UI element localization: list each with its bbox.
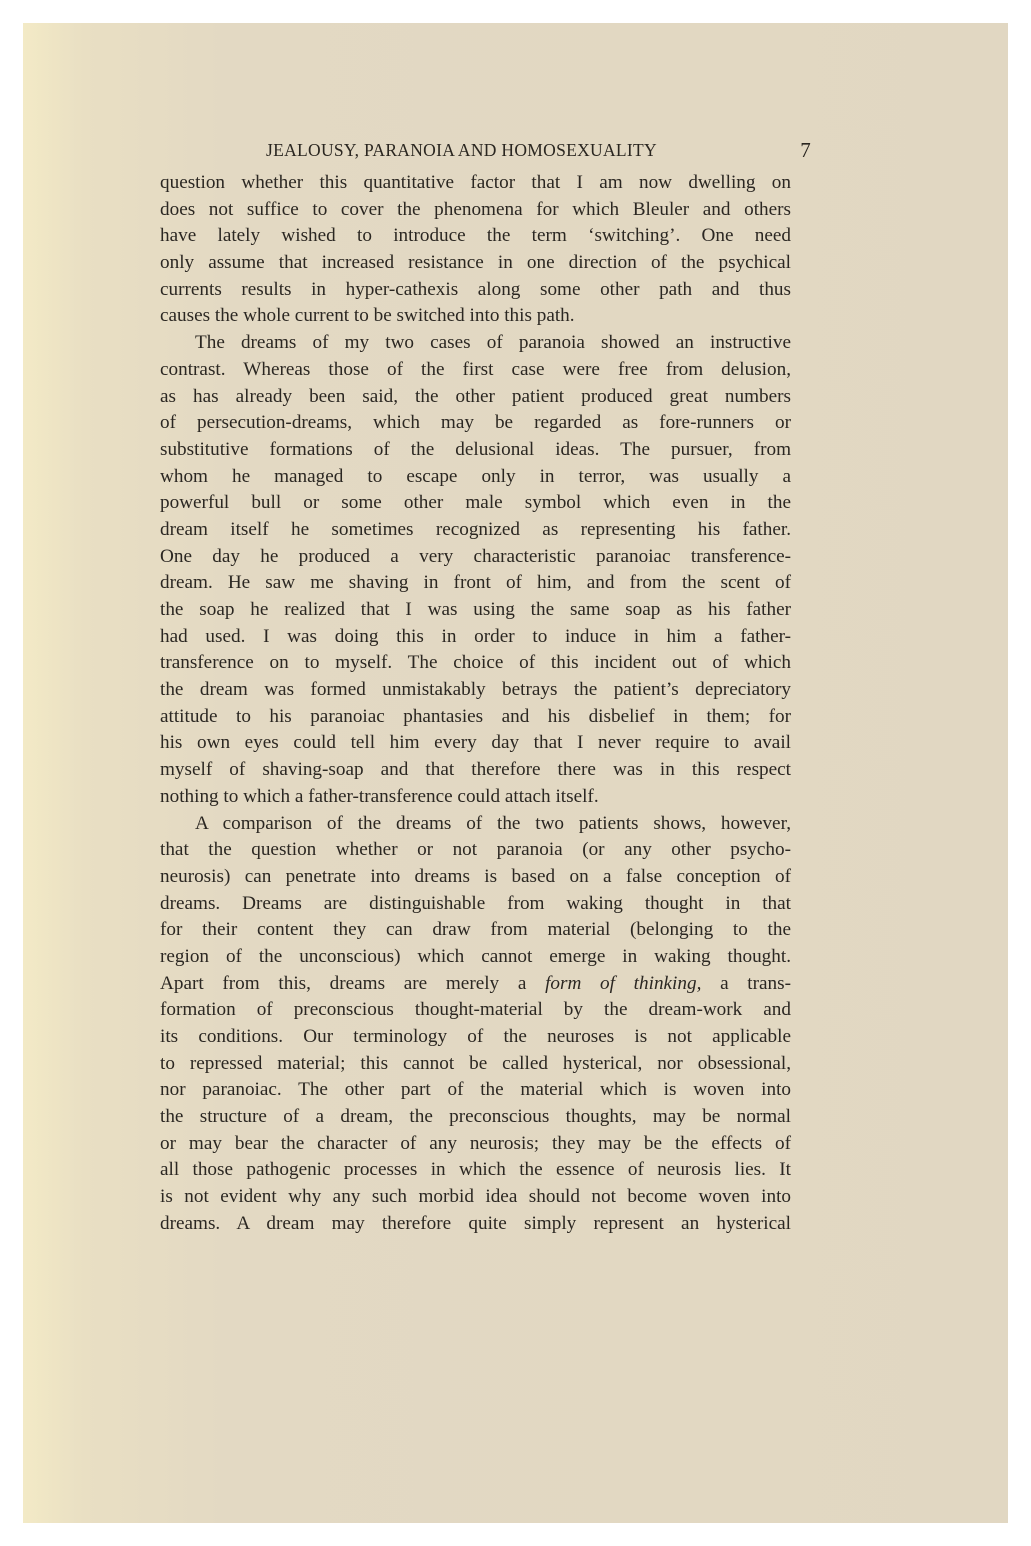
body-text [160, 170, 791, 1238]
text-line: had used. I was doing this in order to induce in him a father- [160, 625, 791, 647]
text-line: substitutive formations of the delusional ideas. The pursuer, from [160, 438, 791, 460]
text-line: region of the unconscious) which cannot emerge in waking thought. [160, 945, 791, 967]
text-line: dreams. Dreams are distinguishable from waking thought in that [160, 892, 791, 914]
italic-phrase: form of thinking, [545, 972, 702, 994]
text-line: One day he produced a very characteristic paranoiac transference- [160, 545, 791, 567]
text-line: dream itself he sometimes recognized as representing his father. [160, 518, 791, 540]
text-line: his own eyes could tell him every day that I never require to avail [160, 732, 791, 754]
text-line: whom he managed to escape only in terror, was usually a [160, 465, 791, 487]
text-line: contrast. Whereas those of the first case were free from delusion, [160, 358, 791, 380]
text-line: dream. He saw me shaving in front of him, and from the scent of [160, 572, 791, 594]
text-line: dreams. A dream may therefore quite simply represent an hysterical [160, 1212, 791, 1234]
text-line: for their content they can draw from material (belonging to the [160, 919, 791, 941]
text-line: the structure of a dream, the preconscious thoughts, may be normal [160, 1106, 791, 1128]
text-line: transference on to myself. The choice of this incident out of which [160, 652, 791, 674]
text-line: nor paranoiac. The other part of the material which is woven into [160, 1079, 791, 1101]
text-line: its conditions. Our terminology of the neuroses is not applicable [160, 1026, 791, 1047]
text-line: causes the whole current to be switched into this path. [160, 305, 575, 327]
text-line [160, 971, 791, 998]
text-line: as has already been said, the other patient produced great numbers [160, 385, 791, 407]
text-line: powerful bull or some other male symbol which even in the [160, 492, 791, 514]
text-line: of persecution-dreams, which may be regarded as fore-runners or [160, 412, 791, 434]
text-line: or may bear the character of any neurosis; they may be the effects of [160, 1132, 791, 1154]
text-line: nothing to which a father-transference could attach itself. [160, 785, 599, 807]
text-line: does not suffice to cover the phenomena for which Bleuler and others [160, 198, 791, 220]
text-line: only assume that increased resistance in one direction of the psychical [160, 252, 791, 274]
page-number: 7 [800, 138, 811, 162]
text-line: The dreams of my two cases of paranoia showed an instructive [195, 332, 791, 354]
text-line: is not evident why any such morbid idea should not become woven into [160, 1186, 791, 1208]
text-line: to repressed material; this cannot be called hysterical, nor obsessional, [160, 1052, 791, 1074]
text-line: neurosis) can penetrate into dreams is based on a false conception of [160, 865, 791, 887]
text-line: question whether this quantitative factor that I am now dwelling on [160, 172, 791, 193]
running-header [266, 140, 811, 166]
text-line: myself of shaving-soap and that therefore there was in this respect [160, 759, 791, 781]
text-line: have lately wished to introduce the term ‘switching’. One need [160, 225, 791, 247]
text-run: a trans- [701, 972, 791, 994]
text-line: attitude to his paranoiac phantasies and his disbelief in them; for [160, 705, 791, 727]
text-run: Apart from this, dreams are merely a [160, 972, 546, 994]
text-line: formation of preconscious thought-material by the dream-work and [160, 999, 791, 1021]
text-line: that the question whether or not paranoia (or any other psycho- [160, 839, 791, 861]
text-line: A comparison of the dreams of the two patients shows, however, [195, 812, 791, 834]
text-line: the dream was formed unmistakably betrays the patient’s depreciatory [160, 679, 791, 701]
text-line: the soap he realized that I was using the same soap as his father [160, 599, 791, 620]
text-line: all those pathogenic processes in which the essence of neurosis lies. It [160, 1159, 791, 1181]
text-line: currents results in hyper-cathexis along some other path and thus [160, 278, 791, 300]
running-title: JEALOUSY, PARANOIA AND HOMOSEXUALITY [266, 140, 657, 160]
